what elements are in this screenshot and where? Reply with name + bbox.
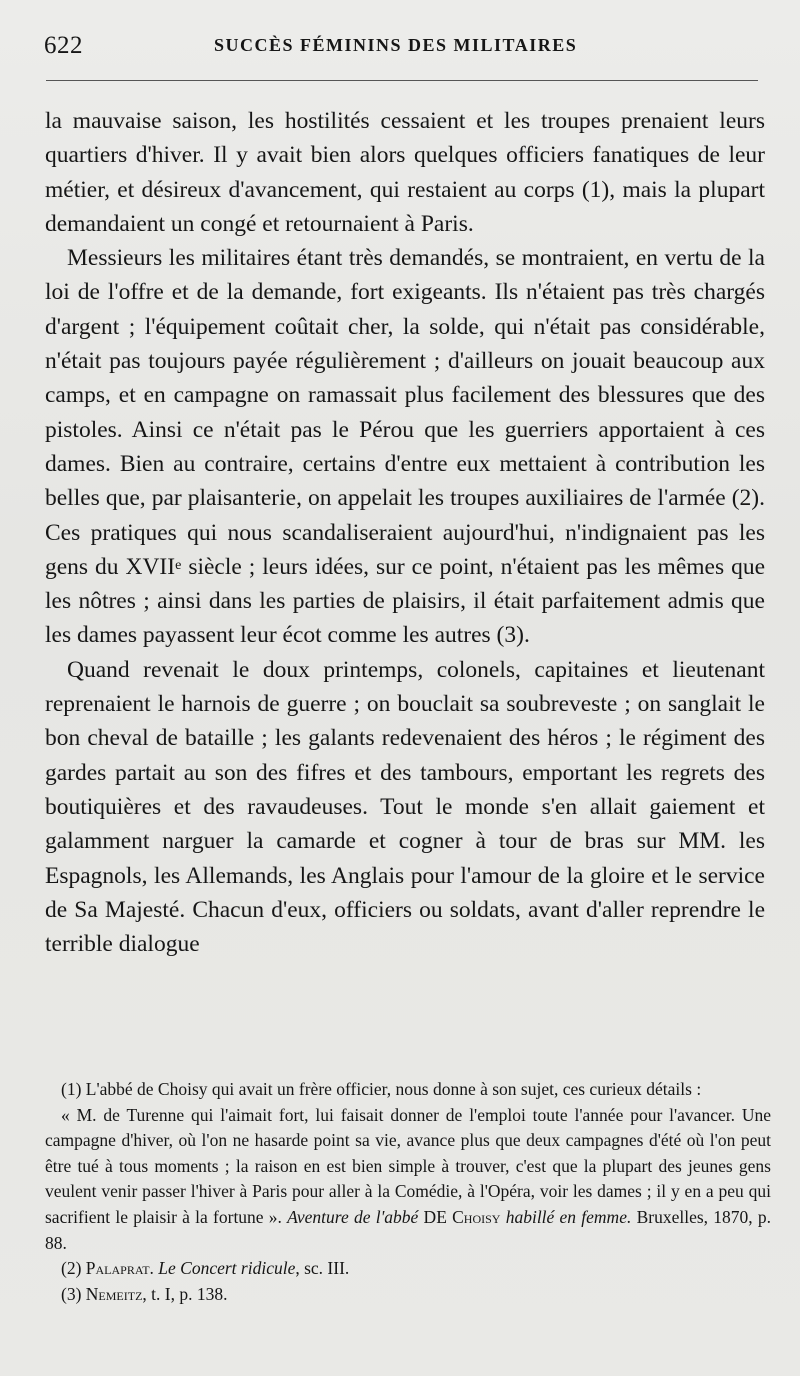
footnote-1-work-title: Aventure de l'abbé	[287, 1206, 419, 1227]
footnote-1-quote	[45, 1103, 771, 1257]
footnote-2-author: Palaprat.	[85, 1258, 154, 1279]
century-superscript: e	[175, 556, 182, 573]
body-text	[45, 104, 765, 961]
footnote-3-number: (3)	[61, 1283, 86, 1304]
page-header	[44, 30, 760, 62]
footnote-1-particle: DE	[418, 1206, 453, 1227]
page-number: 622	[44, 32, 83, 59]
footnote-3	[45, 1282, 771, 1308]
paragraph-3: Quand revenait le doux printemps, colonels, capitaines et lieutenant reprenaient le harnois de guerre ; on bouclait sa soubreveste ; on sanglait le bon cheval de bataille ; les galants redevenaient des héros ; le régiment des gardes partait au son des fifres et des tambours, emportant les regrets des boutiquières et des ravaudeuses. Tout le monde s'en allait gaiement et galamment narguer la camarde et cogner à tour de bras sur MM. les Espagnols, les Allemands, les Anglais pour l'amour de la gloire et le service de Sa Majesté. Chacun d'eux, officiers ou soldats, avant d'aller reprendre le terrible dialogue	[45, 656, 765, 958]
running-title: SUCCÈS FÉMININS DES MILITAIRES	[214, 35, 578, 55]
footnote-1-author: Choisy	[452, 1206, 501, 1227]
footnote-2	[45, 1256, 771, 1282]
header-rule	[46, 80, 758, 81]
paragraph-2-text: Messieurs les militaires étant très demandés, se montraient, en vertu de la loi de l'offre et de la demande, fort exigeants. Ils n'étaient pas très chargés d'argent ; l'équipement coûtait cher, la solde, qui n'était pas considérable, n'était pas toujours payée régulièrement ; d'ailleurs on jouait beaucoup aux camps, et en campagne on ramassait plus facilement des blessures que des pistoles. Ainsi ce n'était pas le Pérou que les guerriers apportaient à ces dames. Bien au contraire, certains d'entre eux mettaient à contribution les belles que, par plaisanterie, on appelait les troupes auxiliaires de l'armée (2). Ces pratiques qui nous scandaliseraient aujourd'hui, n'indignaient pas les gens du XVII	[45, 245, 765, 580]
paragraph-2	[45, 241, 765, 653]
footnote-3-reference: , t. I, p. 138.	[142, 1283, 228, 1304]
footnote-1-publication: Bruxelles, 1870, p. 88.	[45, 1206, 771, 1253]
footnotes	[45, 1077, 771, 1307]
footnote-2-number: (2)	[61, 1258, 86, 1279]
footnote-1: (1) L'abbé de Choisy qui avait un frère officier, nous donne à son sujet, ces curieux détails :	[61, 1079, 702, 1099]
footnote-1-work-title-end: habillé en femme.	[500, 1206, 632, 1227]
footnote-2-reference: , sc. III.	[295, 1258, 350, 1279]
paragraph-1: la mauvaise saison, les hostilités cessaient et les troupes prenaient leurs quartiers d'hiver. Il y avait bien alors quelques officiers fanatiques de leur métier, et désireux d'avancement, qui restaient au corps (1), mais la plupart demandaient un congé et retournaient à Paris.	[45, 108, 765, 237]
footnote-2-work-title: Le Concert ridicule	[153, 1258, 296, 1279]
paragraph-2-end: siècle ; leurs idées, sur ce point, n'étaient pas les mêmes que les nôtres ; ainsi dans les parties de plaisirs, il était parfaitement admis que les dames payassent leur écot comme les autres (3).	[45, 553, 766, 649]
footnote-3-author: Nemeitz	[85, 1283, 143, 1304]
footnote-1-quote-text: « M. de Turenne qui l'aimait fort, lui faisait donner de l'emploi toute l'année pour l'avancer. Une campagne d'hiver, où l'on ne hasarde point sa vie, avance plus que deux campagnes d'été où l'on peut être tué à tous moments ; la raison en est bien simple à trouver, c'est que la plupart des jeunes gens veulent venir passer l'hiver à Paris pour aller à la Comédie, à l'Opéra, voir les dames ; il y en a peu qui sacrifient le plaisir à la fortune ».	[45, 1104, 771, 1227]
